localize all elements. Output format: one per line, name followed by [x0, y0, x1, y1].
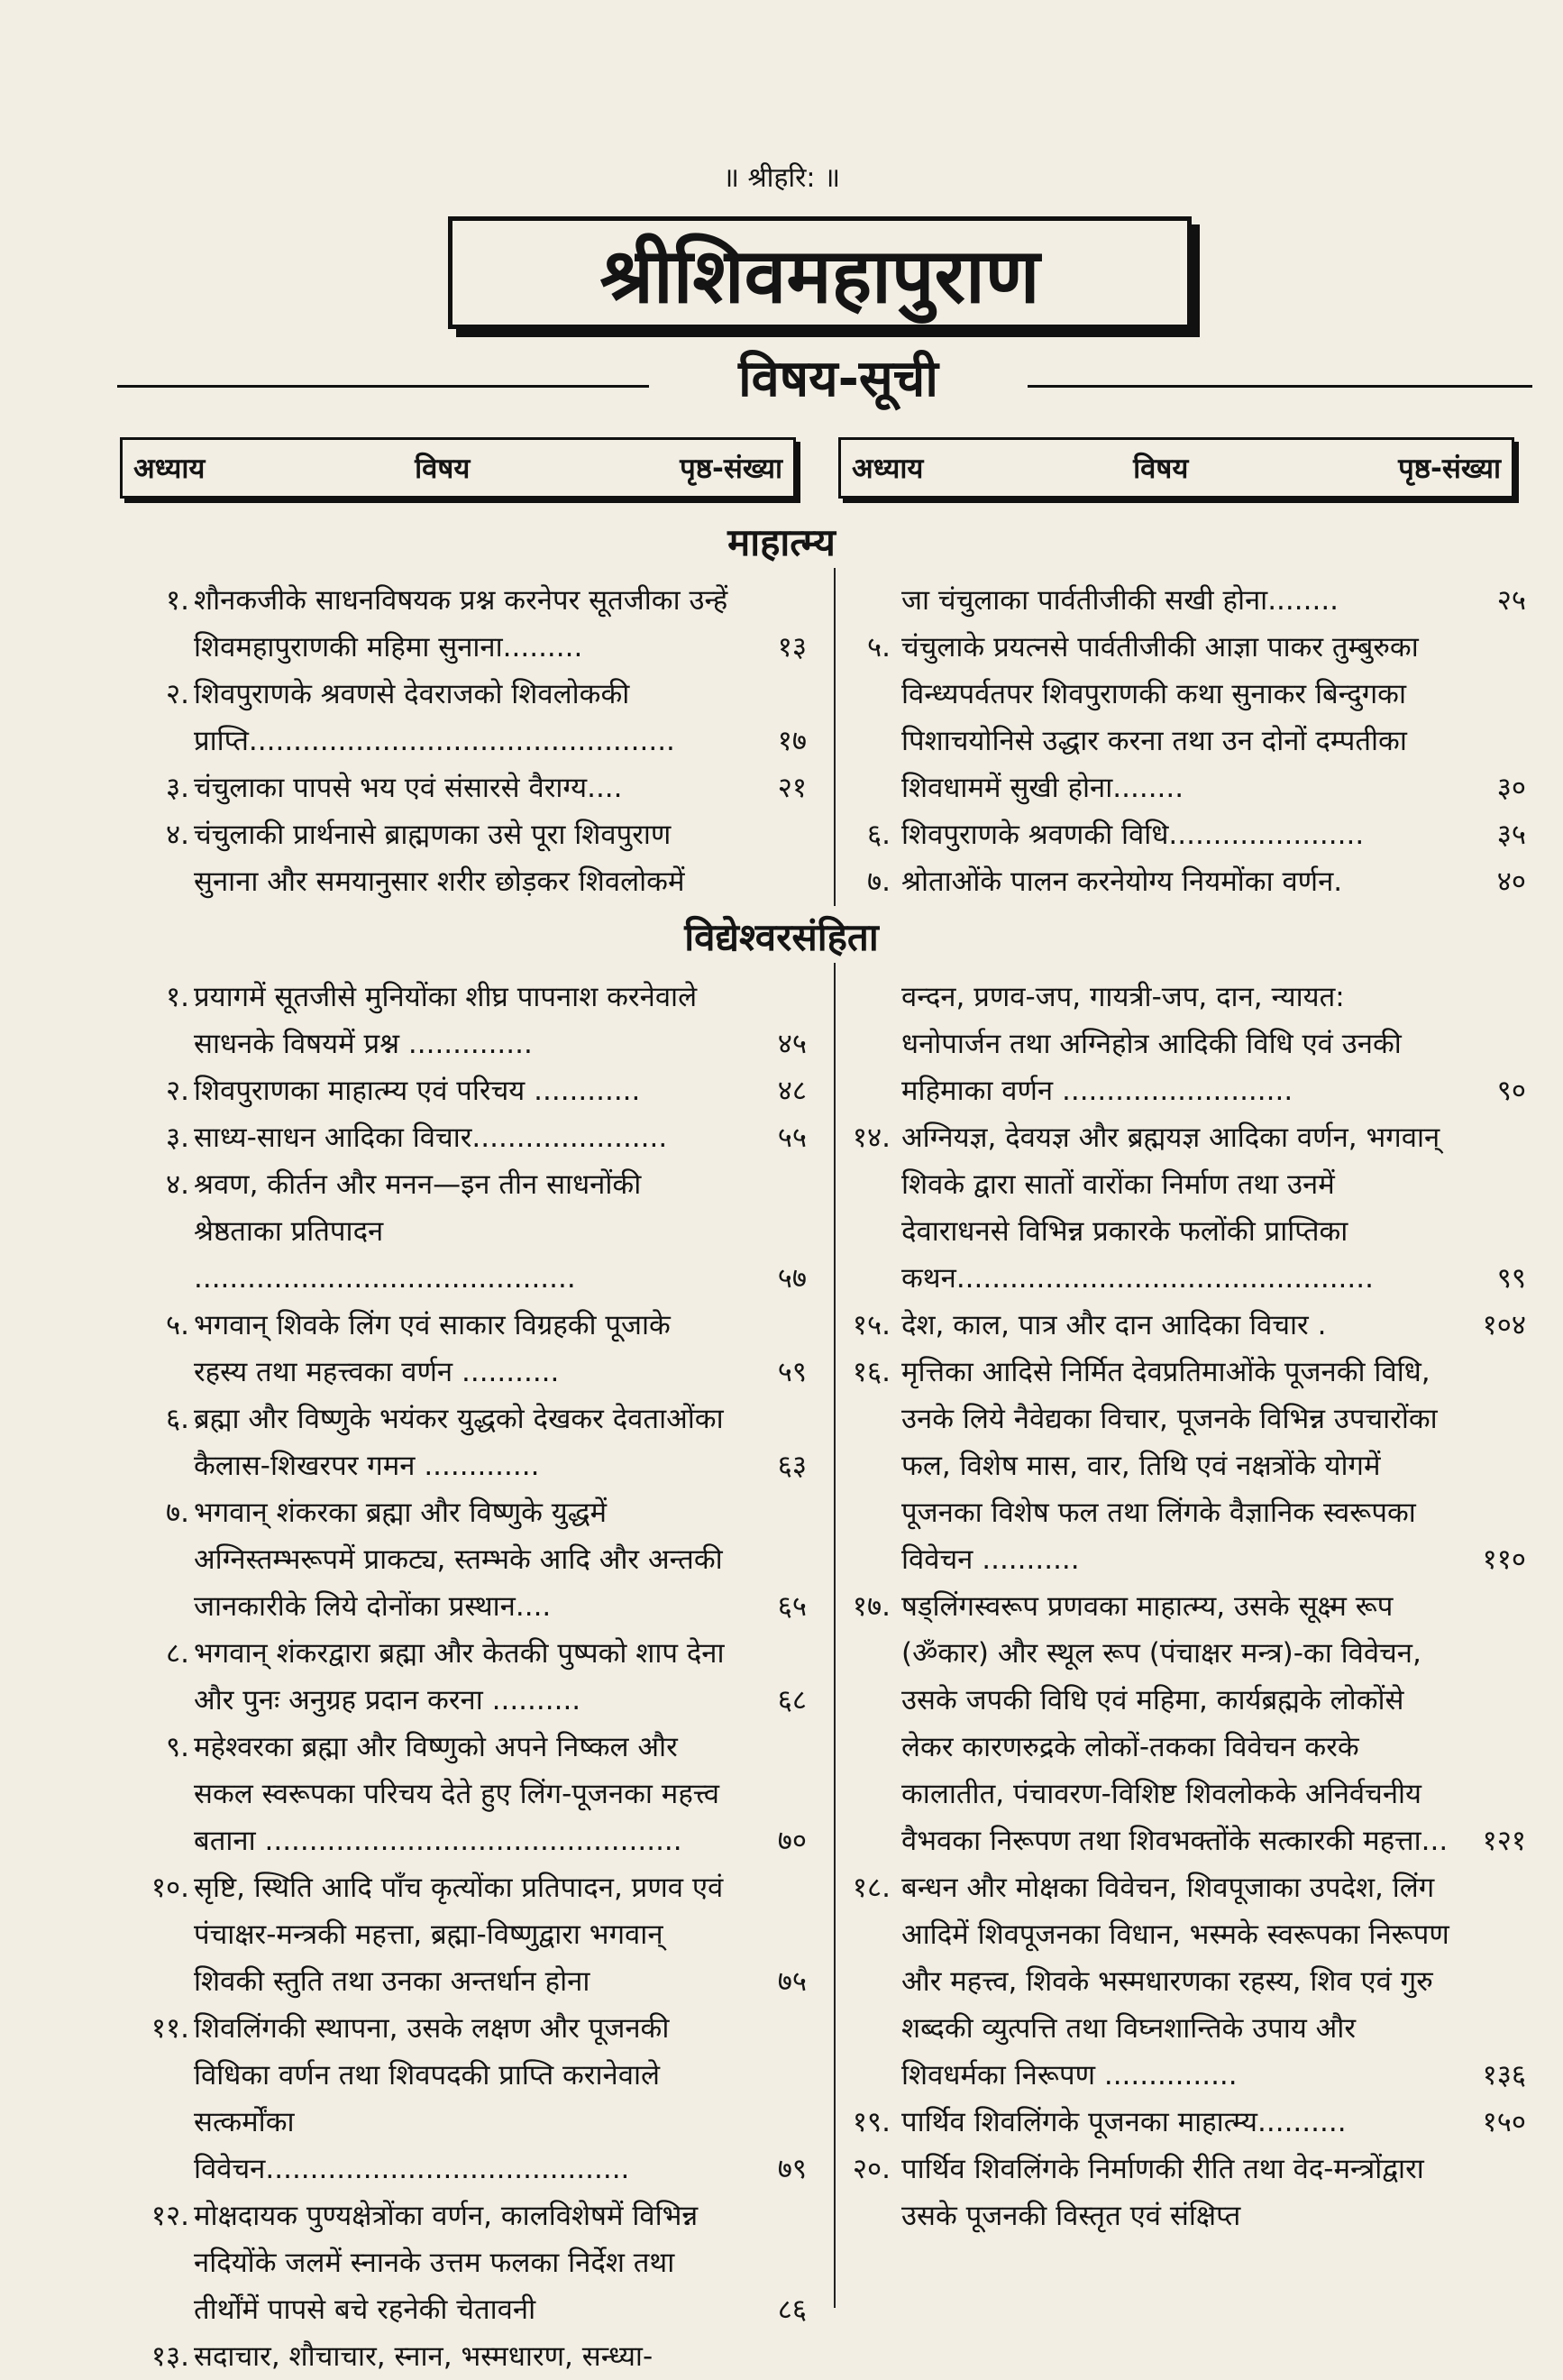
- page-number: ३०: [1496, 772, 1526, 804]
- chapter-number: ९.: [166, 1731, 189, 1763]
- chapter-number: १८.: [852, 1872, 891, 1904]
- toc-entry: [126, 2005, 811, 2192]
- chapter-number: १७.: [852, 1590, 891, 1623]
- toc-entry: [845, 1114, 1531, 1302]
- toc-entry: [126, 1864, 811, 2005]
- chapter-subject: शौनकजीके साधनविषयक प्रश्न करनेपर सूतजीका उन्हें शिवमहापुराणकी महिमा सुनाना.........: [194, 584, 728, 664]
- page-number: १३: [777, 631, 807, 664]
- chapter-subject: भगवान् शंकरका ब्रह्मा और विष्णुके युद्धमें अग्निस्तम्भरूपमें प्राकट्य, स्तम्भके आदि और अन्तकी जानकारीके लिये दोनोंका प्रस्थान....: [194, 1497, 723, 1623]
- chapter-number: ३.: [166, 1121, 189, 1154]
- toc-entry: [845, 624, 1531, 811]
- chapter-subject: पार्थिव शिवलिंगके पूजनका माहात्म्य..........: [901, 2106, 1347, 2138]
- header-page: पृष्ठ-संख्या: [1398, 453, 1501, 485]
- page-number: ३५: [1496, 819, 1526, 851]
- page-number: १५०: [1482, 2106, 1526, 2138]
- chapter-subject: मोक्षदायक पुण्यक्षेत्रोंका वर्णन, कालविशेषमें विभिन्न नदियोंके जलमें स्नानके उत्तम फलका निर्देश तथा तीर्थोंमें पापसे बचे रहनेकी चेतावनी: [194, 2200, 699, 2326]
- chapter-subject: चंचुलाके प्रयत्नसे पार्वतीजीकी आज्ञा पाकर तुम्बुरुका विन्ध्यपर्वतपर शिवपुराणकी कथा सुनाकर बिन्दुगका पिशाचयोनिसे उद्धार करना तथा उन दोनों दम्पतीका शिवधाममें सुखी होना........: [901, 631, 1419, 804]
- subtitle: विषय-सूची: [738, 350, 938, 408]
- chapter-number: २.: [166, 1075, 189, 1107]
- page-number: ८६: [777, 2293, 807, 2326]
- chapter-number: १२.: [151, 2200, 189, 2232]
- chapter-subject: शिवलिंगकी स्थापना, उसके लक्षण और पूजनकी विधिका वर्णन तथा शिवपदकी प्राप्ति करानेवाले सत्कर्मोंका विवेचन.........................................: [194, 2012, 670, 2185]
- column-header-right: [838, 437, 1514, 499]
- page-number: १७: [777, 725, 807, 757]
- toc-entry: [126, 1396, 811, 1489]
- chapter-number: ७.: [166, 1497, 189, 1529]
- page-number: १२१: [1482, 1825, 1526, 1857]
- toc-entry: [845, 1302, 1531, 1349]
- chapter-subject: शिवपुराणका माहात्म्य एवं परिचय ............: [194, 1075, 641, 1107]
- page-number: १३६: [1482, 2059, 1526, 2092]
- chapter-subject: षड्लिंगस्वरूप प्रणवका माहात्म्य, उसके सूक्ष्म रूप (ॐकार) और स्थूल रूप (पंचाक्षर मन्त्र)-का विवेचन, उसके जपकी विधि एवं महिमा, कार्यब्रह्मके लोकोंसे लेकर कारणरुद्रके लोकों-तकका विवेचन करके कालातीत, पंचावरण-विशिष्ट शिवलोकके अनिर्वचनीय वैभवका निरूपण तथा शिवभक्तोंके सत्कारकी महत्ता...: [901, 1590, 1449, 1857]
- toc-entry: [845, 1864, 1531, 2099]
- chapter-subject: चंचुलाका पापसे भय एवं संसारसे वैराग्य....: [194, 772, 623, 804]
- chapter-number: ८.: [166, 1637, 189, 1670]
- chapter-subject: भगवान् शिवके लिंग एवं साकार विग्रहकी पूजाके रहस्य तथा महत्त्वका वर्णन ...........: [194, 1309, 671, 1388]
- chapter-number: १.: [166, 981, 189, 1013]
- chapter-number: १६.: [852, 1356, 891, 1388]
- chapter-number: ५.: [166, 1309, 189, 1341]
- chapter-subject: महेश्वरका ब्रह्मा और विष्णुको अपने निष्कल और सकल स्वरूपका परिचय देते हुए लिंग-पूजनका महत्त्व बताना ...............................................: [194, 1731, 719, 1857]
- toc-entry: [845, 811, 1531, 858]
- chapter-number: ७.: [867, 865, 891, 898]
- toc-entry: [126, 671, 811, 764]
- chapter-subject: भगवान् शंकरद्वारा ब्रह्मा और केतकी पुष्पको शाप देना और पुनः अनुग्रह प्रदान करना ..........: [194, 1637, 725, 1716]
- chapter-number: ५.: [867, 631, 891, 664]
- chapter-subject: श्रोताओंके पालन करनेयोग्य नियमोंका वर्णन.: [901, 865, 1343, 898]
- chapter-number: ३.: [166, 772, 189, 804]
- book-title: श्रीशिवमहापुराण: [448, 216, 1192, 329]
- toc-entry: [126, 1114, 811, 1161]
- chapter-number: १०.: [151, 1872, 189, 1904]
- column-divider: [834, 568, 836, 906]
- toc-entry: [845, 858, 1531, 905]
- section-heading-mahatmya: माहात्म्य: [727, 520, 836, 564]
- page-number: ५९: [777, 1356, 807, 1388]
- toc-entry: [126, 1302, 811, 1396]
- toc-entry: [845, 2099, 1531, 2146]
- page-number: ७०: [777, 1825, 807, 1857]
- chapter-number: ४.: [166, 1168, 189, 1201]
- chapter-number: २.: [166, 678, 189, 710]
- chapter-subject: श्रवण, कीर्तन और मनन—इन तीन साधनोंकी श्रेष्ठताका प्रतिपादन ...........................................: [194, 1168, 642, 1295]
- page-number: ९०: [1496, 1075, 1526, 1107]
- chapter-number: १९.: [852, 2106, 891, 2138]
- subtitle-row: [117, 347, 1532, 410]
- toc-entry: [845, 577, 1531, 624]
- mahatmya-left-column: [126, 577, 811, 905]
- chapter-number: ६.: [867, 819, 891, 851]
- section-heading-vidyeshwar: विद्येश्वरसंहिता: [684, 915, 879, 959]
- chapter-subject: सृष्टि, स्थिति आदि पाँच कृत्योंका प्रतिपादन, प्रणव एवं पंचाक्षर-मन्त्रकी महत्ता, ब्रह्मा-विष्णुद्वारा भगवान् शिवकी स्तुति तथा उनका अन्तर्धान होना: [194, 1872, 724, 1998]
- chapter-subject: अग्नियज्ञ, देवयज्ञ और ब्रह्मयज्ञ आदिका वर्णन, भगवान् शिवके द्वारा सातों वारोंका निर्माण तथा उनमें देवाराधनसे विभिन्न प्रकारके फलोंकी प्राप्तिका कथन...............................................: [901, 1121, 1440, 1295]
- chapter-subject: साध्य-साधन आदिका विचार......................: [194, 1121, 668, 1154]
- chapter-number: २०.: [852, 2153, 891, 2185]
- vidyeshwar-left-column: [126, 974, 811, 2380]
- page-number: ६८: [777, 1684, 807, 1716]
- page-number: ७५: [777, 1965, 807, 1998]
- chapter-number: १४.: [852, 1121, 891, 1154]
- chapter-subject: प्रयागमें सूतजीसे मुनियोंका शीघ्र पापनाश करनेवाले साधनके विषयमें प्रश्न ..............: [194, 981, 698, 1060]
- chapter-subject: चंचुलाकी प्रार्थनासे ब्राह्मणका उसे पूरा शिवपुराण सुनाना और समयानुसार शरीर छोड़कर शिवलोकमें: [194, 819, 685, 898]
- page-number: १०४: [1482, 1309, 1526, 1341]
- subtitle-rule-right: [1028, 385, 1532, 388]
- chapter-subject: ब्रह्मा और विष्णुके भयंकर युद्धको देखकर देवताओंका कैलास-शिखरपर गमन .............: [194, 1403, 724, 1482]
- page-number: ५५: [777, 1121, 807, 1154]
- page-number: ४८: [777, 1075, 807, 1107]
- toc-entry: [126, 1724, 811, 1864]
- chapter-number: १३.: [151, 2340, 189, 2373]
- header-chapter: अध्याय: [133, 453, 206, 485]
- page-number: ११०: [1482, 1543, 1526, 1576]
- page-number: २५: [1496, 584, 1526, 617]
- chapter-subject: पार्थिव शिवलिंगके निर्माणकी रीति तथा वेद-मन्त्रोंद्वारा उसके पूजनकी विस्तृत एवं संक्षिप्त: [901, 2153, 1424, 2232]
- toc-entry: [845, 2146, 1531, 2239]
- mahatmya-right-column: [845, 577, 1531, 905]
- column-divider: [834, 963, 836, 2308]
- chapter-subject: शिवपुराणके श्रवणसे देवराजको शिवलोककी प्राप्ति................................................: [194, 678, 675, 757]
- chapter-subject: जा चंचुलाका पार्वतीजीकी सखी होना........: [901, 584, 1339, 617]
- chapter-number: ६.: [166, 1403, 189, 1435]
- page-number: ५७: [777, 1262, 807, 1295]
- page-number: ६३: [777, 1450, 807, 1482]
- toc-entry: [126, 1067, 811, 1114]
- toc-entry: [126, 764, 811, 811]
- vidyeshwar-right-column: [845, 974, 1531, 2239]
- toc-entry: [845, 1349, 1531, 1583]
- chapter-subject: वन्दन, प्रणव-जप, गायत्री-जप, दान, न्यायत: धनोपार्जन तथा अग्निहोत्र आदिकी विधि एवं उनकी महिमाका वर्णन ..........................: [901, 981, 1402, 1107]
- chapter-subject: बन्धन और मोक्षका विवेचन, शिवपूजाका उपदेश, लिंग आदिमें शिवपूजनका विधान, भस्मके स्वरूपका निरूपण और महत्त्व, शिवके भस्मधारणका रहस्य, शिव एवं गुरु शब्दकी व्युत्पत्ति तथा विघ्नशान्तिके उपाय और शिवधर्मका निरूपण ...............: [901, 1872, 1449, 2092]
- chapter-subject: मृत्तिका आदिसे निर्मित देवप्रतिमाओंके पूजनकी विधि, उनके लिये नैवेद्यका विचार, पूजनके विभिन्न उपचारोंका फल, विशेष मास, वार, तिथि एवं नक्षत्रोंके योगमें पूजनका विशेष फल तथा लिंगके वैज्ञानिक स्वरूपका विवेचन ...........: [901, 1356, 1438, 1576]
- chapter-number: ११.: [151, 2012, 189, 2045]
- toc-entry: [126, 2333, 811, 2380]
- chapter-number: ४.: [166, 819, 189, 851]
- page-number: ४५: [777, 1028, 807, 1060]
- toc-entry: [126, 1630, 811, 1724]
- toc-entry: [845, 974, 1531, 1114]
- column-header-left: [120, 437, 796, 499]
- chapter-subject: शिवपुराणके श्रवणकी विधि......................: [901, 819, 1365, 851]
- header-chapter: अध्याय: [852, 453, 924, 485]
- invocation: ॥ श्रीहरि: ॥: [722, 162, 841, 194]
- chapter-number: १५.: [852, 1309, 891, 1341]
- toc-entry: [845, 1583, 1531, 1864]
- toc-entry: [126, 577, 811, 671]
- header-subject: विषय: [415, 453, 471, 485]
- toc-entry: [126, 2192, 811, 2333]
- chapter-subject: देश, काल, पात्र और दान आदिका विचार .: [901, 1309, 1327, 1341]
- page-number: ४०: [1496, 865, 1526, 898]
- toc-entry: [126, 1161, 811, 1302]
- toc-entry: [126, 811, 811, 905]
- chapter-number: १.: [166, 584, 189, 617]
- page-number: ७९: [777, 2153, 807, 2185]
- page-number: ९९: [1496, 1262, 1526, 1295]
- page-number: ६५: [777, 1590, 807, 1623]
- chapter-subject: सदाचार, शौचाचार, स्नान, भस्मधारण, सन्ध्या-: [194, 2340, 654, 2373]
- page-number: २१: [777, 772, 807, 804]
- header-page: पृष्ठ-संख्या: [680, 453, 782, 485]
- header-subject: विषय: [1133, 453, 1189, 485]
- toc-entry: [126, 974, 811, 1067]
- subtitle-rule-left: [117, 385, 649, 388]
- toc-entry: [126, 1489, 811, 1630]
